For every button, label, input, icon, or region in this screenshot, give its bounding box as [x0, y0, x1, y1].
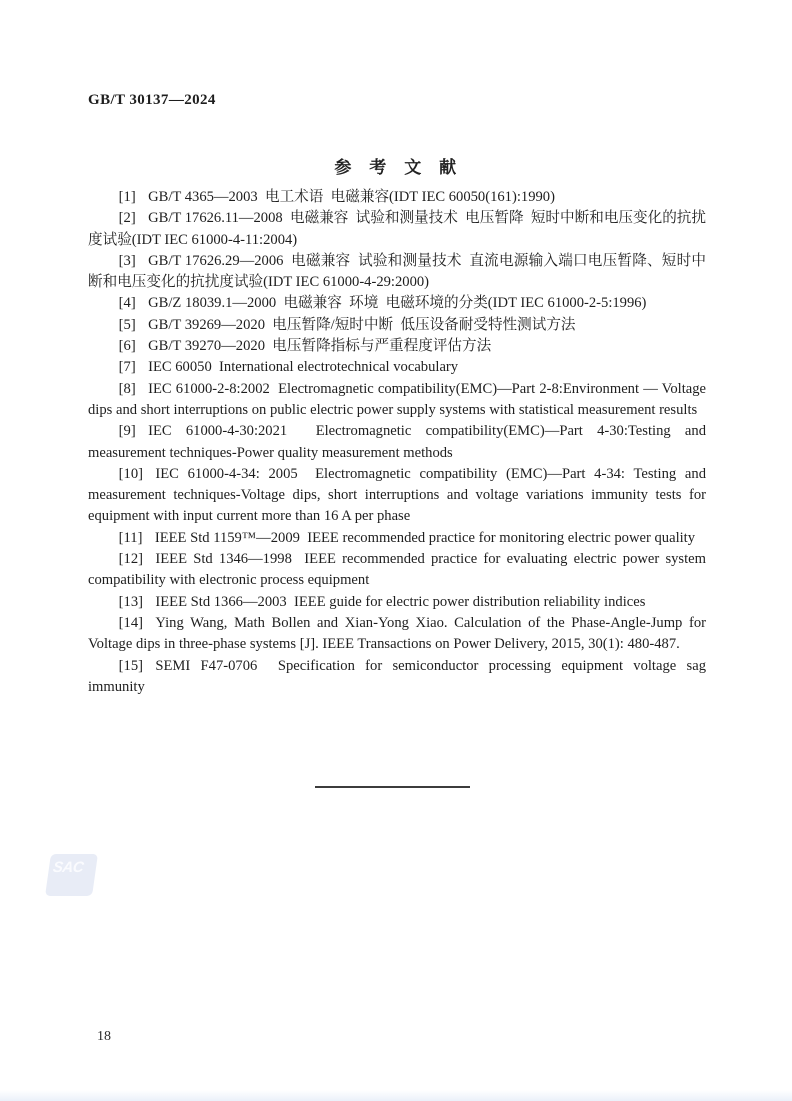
- reference-item: [88, 592, 706, 613]
- reference-text: IEEE Std 1366—2003 IEEE guide for electric power distribution reliability indices: [155, 593, 646, 610]
- reference-item: [88, 208, 706, 251]
- reference-item: [88, 421, 710, 464]
- sac-watermark-logo: [45, 854, 98, 896]
- reference-text: IEC 61000-2-8:2002 Electromagnetic compatibility(EMC)—Part 2-8:Environment — Voltage dips and short interruptions on public electric power supply systems with statistical measurement results: [88, 380, 710, 418]
- reference-item: [88, 187, 706, 208]
- reference-text: IEC 61000-4-30:2021 Electromagnetic compatibility(EMC)—Part 4-30:Testing and measurement techniques-Power quality measurement methods: [88, 423, 710, 461]
- reference-item: [88, 528, 706, 549]
- reference-item: [88, 613, 710, 656]
- page-title: 参 考 文 献: [334, 158, 458, 177]
- reference-label: [10]: [118, 465, 143, 482]
- references-list: [88, 187, 710, 698]
- standard-number: GB/T 30137—2024: [88, 92, 216, 108]
- reference-item: [88, 315, 706, 336]
- reference-label: [3]: [118, 252, 136, 269]
- reference-text: GB/T 4365—2003 电工术语 电磁兼容(IDT IEC 60050(161):1990): [148, 189, 555, 205]
- reference-item: [88, 549, 710, 592]
- reference-label: [8]: [118, 380, 136, 397]
- reference-text: GB/Z 18039.1—2000 电磁兼容 环境 电磁环境的分类(IDT IEC 61000-2-5:1996): [148, 295, 647, 312]
- reference-text: GB/T 17626.29—2006 电磁兼容 试验和测量技术 直流电源输入端口电压暂降、短时中断和电压变化的抗扰度试验(IDT IEC 61000-4-29:2000): [88, 252, 706, 291]
- reference-item: [88, 656, 710, 699]
- reference-label: [4]: [118, 295, 136, 312]
- reference-label: [12]: [118, 551, 143, 568]
- reference-label: [7]: [118, 359, 136, 376]
- reference-text: GB/T 17626.11—2008 电磁兼容 试验和测量技术 电压暂降 短时中断和电压变化的抗扰度试验(IDT IEC 61000-4-11:2004): [88, 210, 706, 248]
- reference-text: IEC 60050 International electrotechnical vocabulary: [148, 359, 459, 376]
- reference-label: [1]: [118, 189, 136, 205]
- reference-text: GB/T 39270—2020 电压暂降指标与严重程度评估方法: [148, 338, 492, 355]
- reference-label: [13]: [118, 593, 143, 610]
- reference-label: [6]: [118, 338, 136, 355]
- reference-text: IEEE Std 1346—1998 IEEE recommended practice for evaluating electric power system compatibility with electronic process equipment: [88, 551, 710, 589]
- reference-label: [5]: [118, 316, 136, 333]
- page-edge-tint: [0, 1090, 792, 1101]
- reference-label: [9]: [118, 423, 136, 440]
- page-number: 18: [97, 1029, 111, 1044]
- reference-label: [15]: [118, 657, 143, 674]
- reference-item: [88, 251, 706, 294]
- reference-item: [88, 357, 706, 378]
- reference-label: [14]: [118, 614, 143, 631]
- reference-item: [88, 464, 710, 528]
- reference-item: [88, 336, 706, 357]
- reference-text: IEC 61000-4-34: 2005 Electromagnetic compatibility (EMC)—Part 4-34: Testing and measurement techniques-Voltage dips, short interruptions and voltage variations immunity tests for equipment with input current more than 16 A per phase: [88, 465, 710, 525]
- reference-label: [2]: [118, 210, 136, 227]
- reference-text: Ying Wang, Math Bollen and Xian-Yong Xiao. Calculation of the Phase-Angle-Jump for Voltage dips in three-phase systems [J]. IEEE Transactions on Power Delivery, 2015, 30(1): 480-487.: [88, 614, 710, 653]
- end-of-document-rule: [315, 786, 470, 788]
- reference-label: [11]: [118, 529, 143, 546]
- reference-text: SEMI F47-0706 Specification for semiconductor processing equipment voltage sag immunity: [88, 657, 710, 695]
- reference-text: IEEE Std 1159™—2009 IEEE recommended practice for monitoring electric power quality: [154, 529, 696, 546]
- sac-watermark-text: SAC: [51, 859, 85, 876]
- reference-text: GB/T 39269—2020 电压暂降/短时中断 低压设备耐受特性测试方法: [148, 316, 576, 333]
- reference-item: [88, 379, 710, 422]
- reference-item: [88, 293, 706, 314]
